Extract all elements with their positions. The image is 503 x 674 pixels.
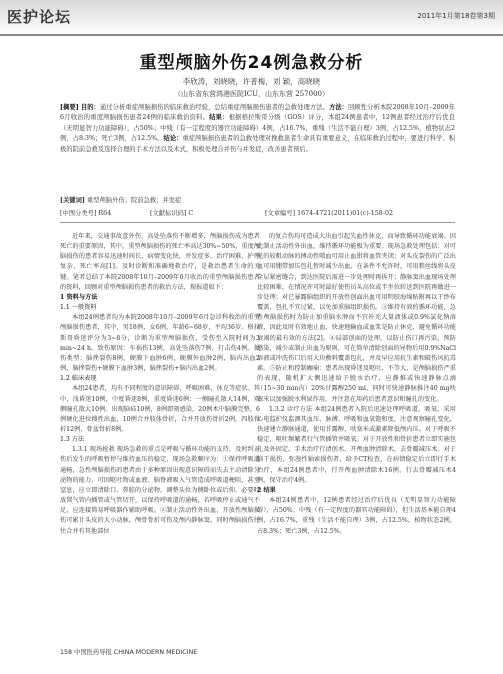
section-heading: 1.2 临床表现 — [60, 375, 97, 383]
body-paragraph: 1.3.2 诊疗方法 本组24例患者入院后迅速处理呼吸道，吸氧，采用心电监护仪监测其血压、脉搏、呼吸和血氧饱和度，注意观察瞳孔变化，快速建立静脉通道，使用甘露醇、呋塞米或激素降低颅内压。对于呼吸不稳定，呕吐频繁者行气管插管并吸氧。对于开放性和骨折患者立即实施包扎及外固定。手术治疗行清创术、开颅血肿清除术，去骨瓣减压术。对于脑干损伤、弥漫性轴索损伤者，给予CT检查，在病情稳定后立即行手术治疗，本组24例患者中，行开颅血肿清除术16例，行去骨瓣减压术4例，保守治疗4例。 — [257, 405, 456, 484]
page-header — [0, 0, 503, 34]
section-heading: 1.1 一般资料 — [60, 304, 97, 312]
abstract-label: [摘要] — [60, 104, 79, 111]
body-paragraph: 的复合伤均可造成大出血引起失血性休克，而导致循环功能衰竭。因此制止活动性外出血，维持循环功能极为重要。现场急救处理包括：对可见的较粗动脉的搏动性喷血可用止血钳将血管夹闭；对头皮裂伤的广泛出血可用绷带加压包扎暂时减少出血，在条件不允许时，可用粗丝线将头皮全层紧密缝合，到达医院后需进一步处理时再拆开；静脉窦出血现场处理比较困难，在情况许可时最好使伤员头高位或半坐位转送到医院再做进一步处理；对已暴露脑组织的开放性创面出血可用明胶海绵贴附再以干纱布覆盖，包扎不宜过紧，以免加重脑组织损伤。③维持有效的循环功能，急性颅脑损伤时为防止加重脑水肿而不宜补充大量液体或0.9%氯化钠溶液，因此及时有效地止血、快速地输血或血浆是防止休克，避免循环功能衰竭的最有效的方法[2]。④局部创面的处理，以防止伤口再污染，预防感染，减少或制止出血为原则，可在简单清除创面的异物后用0.9%NaCl溶液或冲洗伤口后用大块敷料覆盖包扎，并及早应用抗生素和破伤风抗毒素。⑤防止和控制癫痫：患者出现昏迷及呕吐，不等大，是颅脑损伤严重的表现，随机扩大侧迅速给予脱水治疗，应静推或快速静脉点滴（15~30 min内）20%甘露醇250 ml，同时可快速静脉推注40 mg呋塞米以加强脱水利尿作用，并注意在用药后患者意识和瞳孔的变化。 — [257, 233, 456, 403]
objective-label: 目的： — [80, 104, 100, 111]
clc-number: [中图分类号] R64 — [60, 210, 112, 217]
issue-info: 2011年1月第18卷第3期 — [417, 12, 495, 20]
article-affiliation: （山东省东营鸿港医院ICU，山东东营 257000） — [174, 90, 329, 98]
body-paragraph: 1.3.1 现场抢救 现场急救的重点是呼吸与循环功能的支持，及时纠正伤后发生的呼吸暂停与维持血压的稳定，现场急救顺序为：①保持呼吸道通畅，急性颅脑损伤的患者由于多种原因出现意识障碍而失去主动清除分泌物的能力，可因呕吐物或血液、脑脊液吸入气管造成呼吸道梗阻，甚至窒息，应立即清除口、鼻腔的分泌物，调整头位为侧卧位或后仰，必要时放置气管内插管或气管切开，以保持呼吸道的通畅，若呼吸停止或通气不足，应连接简易呼吸器作辅助呼吸。②制止活动性外出血，开放性颅脑损伤可累计头皮的大小动脉，颅骨骨折可伤及颅内静脉窦，同时颅脑损伤往往合并有其他部位 — [60, 446, 260, 535]
results-label: 结果： — [209, 114, 229, 122]
header-rule — [0, 34, 503, 36]
methods-label: 方法： — [328, 104, 349, 111]
article-number: [文章编号] 1674-4721(2011)01(c)-158-02 — [265, 210, 393, 217]
section-heading: 1 资料与方法 — [60, 293, 98, 301]
body-paragraph: 近年来，交通事故意外伤、高处坠落伤不断增多，颅脑损伤成为患者死亡的重要原因，其中，重型颅脑损伤的死亡率高达30%~50%，重度颅脑损伤的患者容易迅速时间长，病情变化快，并发症多，治疗困难，护理复杂，死亡率高[1]。及时诊断和准确地救治疗，是救治患者生命的关键。笔者总结了本院2008年10月–2009年6月收治的重型颅脑损伤患者的资料，回顾对重型颅脑损伤患者的救治方法，现报道如下： — [60, 233, 260, 291]
conclusion-label: 结论： — [163, 135, 183, 143]
page-footer: 158 中国医药导报 CHINA MODERN MEDICINE — [60, 649, 198, 656]
body-paragraph: 本组24例患者均为本院2008年10月–2009年6月急诊科收治的重型颅脑损伤患者，其中，男18例，女6例，年龄6~68岁，平均36岁。格拉斯哥昏迷评分为3~8分，诊断为重型颅脑损伤，受伤至入院时间为3 min~24 h。致伤原因：车祸伤13例，高处坠落伤7例，打击伤4例。损伤类型：脑挫裂伤8例，硬膜下血肿6例，硬膜外血肿2例，脑内出血2例，脑挫裂伤+硬膜下血肿3例，脑挫裂伤+脑内出血2例。 — [60, 314, 260, 373]
keywords-text: 重型颅脑外伤；院前急救；并发症 — [86, 197, 182, 204]
body-right-column — [257, 232, 456, 537]
article-authors: 李欣涛，刘晓晓，许普梅，刘 颖，高晓晓 — [182, 77, 321, 86]
body-left-column — [60, 232, 260, 537]
abstract-divider — [60, 222, 455, 223]
results-text: 根据格拉斯哥分级（GOS）评分，本组24例患者中，12例患者经过治疗后优良（无明显智力功能障碍），占50%；中残（有一定程度的器官功能障碍）4例，占16.7%，重残（生活不能自理）3例，占12.5%，植物状态2例，占8.3%；死亡3例，占12.5%。 — [60, 114, 455, 143]
section-heading: 2 结果 — [257, 486, 276, 494]
body-paragraph: 本组24例患者中，12例患者经过治疗后优良（无明显智力功能障碍），占50%；中残（有一定程度的器官功能障碍），但生活基本能自理4例，占16.7%，重残（生活不能自理）3例，占12.5%，植物状态2例，占8.3%；死亡3例，占12.5%。 — [257, 497, 456, 535]
keywords — [60, 196, 455, 205]
conclusion-text: 重症颅脑损伤患者的急救处理对挽救患者生命具有重要意义，在临床救治过程中，要进行科学、积极的院前急救及选择合理的手术方法以及术式，积极处理合并伤与并发症，改善患者预后。 — [60, 135, 456, 153]
journal-name: 医护论坛 — [7, 8, 72, 26]
document-code: [文献标识码] C — [150, 210, 194, 217]
keywords-label: [关键词] — [60, 197, 85, 204]
section-heading: 1.3 方法 — [60, 436, 85, 444]
article-title: 重型颅脑外伤24例急救分析 — [139, 53, 364, 73]
abstract — [60, 103, 455, 155]
objective-text: 通过分析重症颅脑损伤的临床救治经验，总结重症颅脑损伤患者的急救处理方法。 — [99, 104, 329, 111]
methods-text: 回顾性分析本院2008年10月–2009年6月收治的重度颅脑损伤患者24例的临床救治资料。 — [60, 104, 456, 122]
body-paragraph: 本组24患者，均有不同程度的意识障碍，呼吸困难，休克等症状。其中，浅昏迷10例，中度昏迷8例，重度昏迷6例；一侧瞳孔散大14例，双侧瞳孔散大10例。出现脑疝10例，8例即刻感染，20例术中脑膜完整，6例硬化进位搜性出血，10例合并肢体骨折，合并开放伤骨折2例，四肢骨折12例，骨盆骨折8例。 — [60, 385, 260, 433]
